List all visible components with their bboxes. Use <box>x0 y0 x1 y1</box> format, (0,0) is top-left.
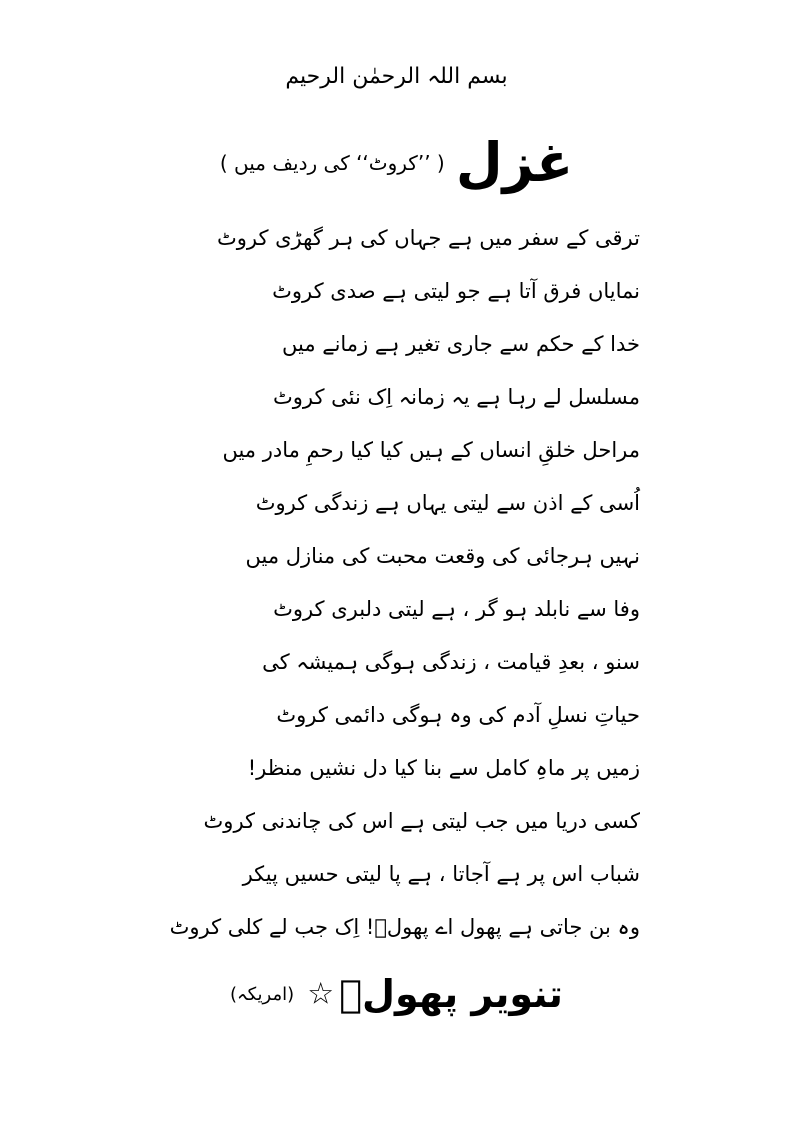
verse-line: خدا کے حکم سے جاری تغیر ہے زمانے میں <box>282 332 640 356</box>
verse-line: کسی دریا میں جب لیتی ہے اس کی چاندنی کروٹ <box>203 809 640 833</box>
verse-line: نمایاں فرق آتا ہے جو لیتی ہے صدی کروٹ <box>272 279 640 303</box>
verse-line: سنو ، بعدِ قیامت ، زندگی ہوگی ہمیشہ کی <box>262 650 640 674</box>
verse-line: اُسی کے اذن سے لیتی یہاں ہے زندگی کروٹ <box>255 491 640 515</box>
poet-location: (امریکہ) <box>230 983 295 1005</box>
verse-line: وفا سے نابلد ہو گر ، ہے لیتی دلبری کروٹ <box>273 597 640 621</box>
verse-line: وہ بن جاتی ہے پھول اے پھولؔ! اِک جب لے کلی کروٹ <box>169 915 640 939</box>
ghazal-title: غزل <box>455 131 574 194</box>
radif-subtitle: ( ’’کروٹ‘‘ کی ردیف میں ) <box>219 151 445 175</box>
verse-line: مراحل خلقِ انساں کے ہیں کیا کیا رحمِ مادر میں <box>222 438 640 462</box>
verse-line: شباب اس پر ہے آجاتا ، ہے پا لیتی حسیں پیکر <box>242 862 640 886</box>
poet-signature <box>0 966 793 1022</box>
verse-line: زمیں پر ماہِ کامل سے بنا کیا دل نشیں منظر! <box>247 756 640 780</box>
verse-line: مسلسل لے رہا ہے یہ زمانہ اِک نئی کروٹ <box>272 385 640 409</box>
bismillah-heading: بسم اللہ الرحمٰن الرحیم <box>285 64 508 89</box>
poet-name: تنویر پھولؔ <box>339 972 563 1016</box>
title-row <box>0 128 793 198</box>
verse-line: حیاتِ نسلِ آدم کی وہ ہوگی دائمی کروٹ <box>276 703 640 727</box>
verse-line: ترقی کے سفر میں ہے جہاں کی ہر گھڑی کروٹ <box>216 226 640 250</box>
star-icon: ☆ <box>307 976 335 1012</box>
verse-line: نہیں ہرجائی کی وقعت محبت کی منازل میں <box>245 544 640 568</box>
